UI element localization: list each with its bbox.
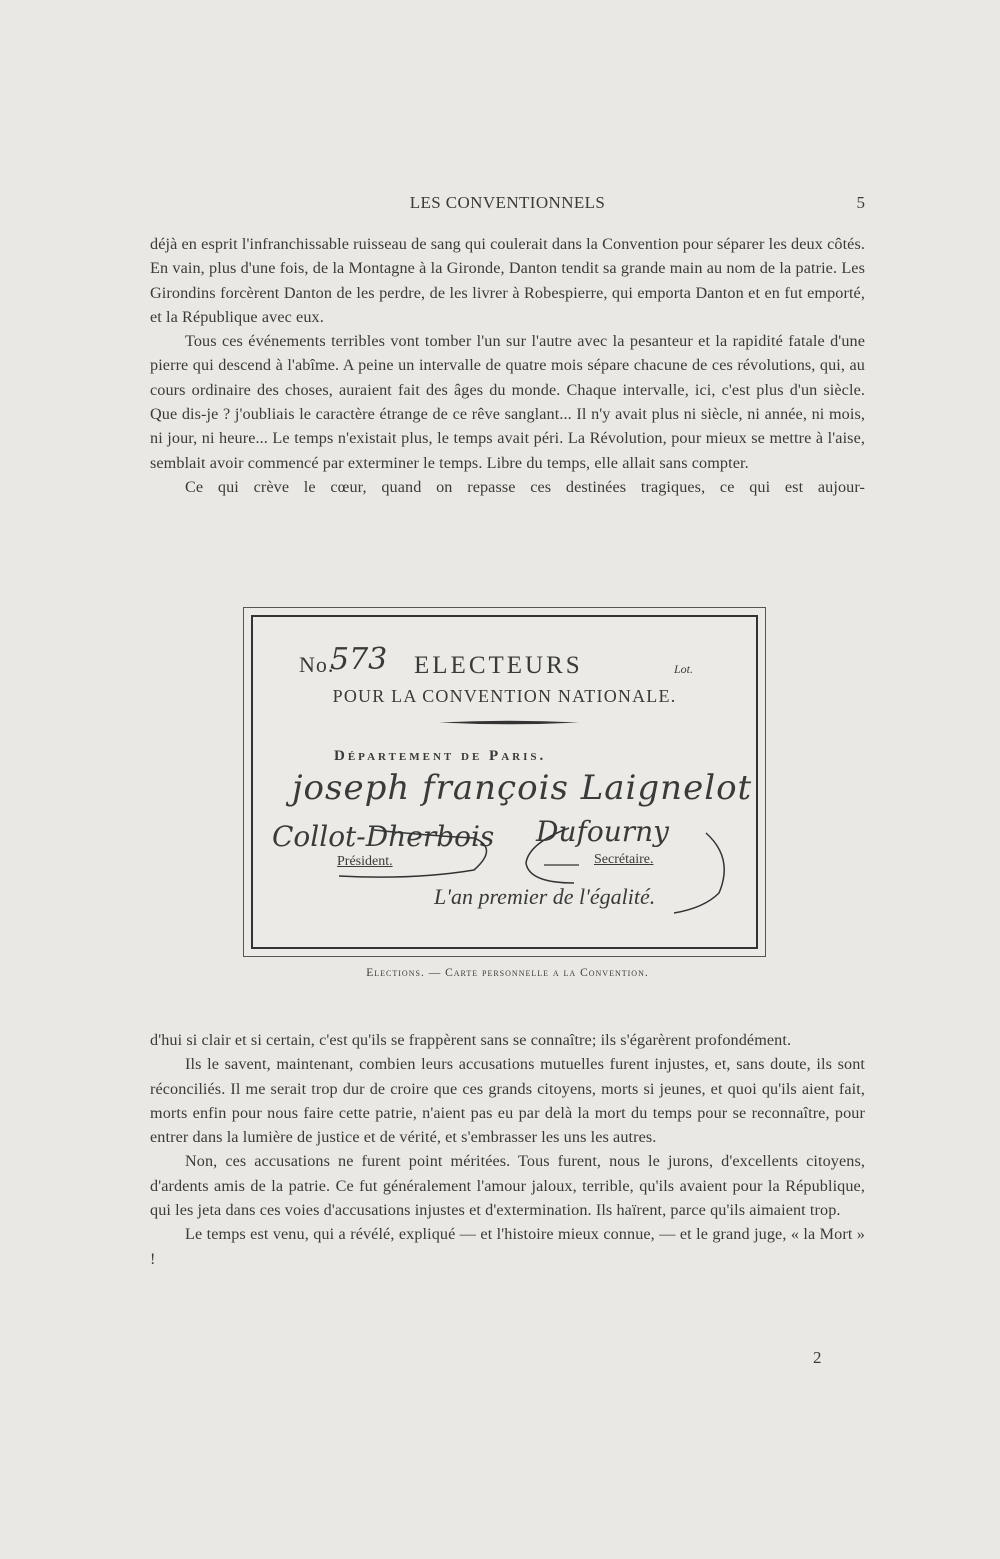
text-block-bottom [150,1028,865,1271]
paragraph: Le temps est venu, qui a révélé, expliqué — et l'histoire mieux connue, — et le grand juge, « la Mort » ! [150,1225,865,1268]
paragraph: Ils le savent, maintenant, combien leurs accusations mutuelles furent injustes, et, sans doute, ils sont réconciliés. Il me serait trop dur de croire que ces grands citoyens, morts si jeunes, et quoi qu'ils aient fait, morts enfin pour nous faire cette patrie, n'aient pas eu par delà la mort du temps pour se reconnaître, pour entrer dans la lumière de justice et de vérité, et s'embrasser les uns les autres. [150,1055,865,1147]
figure-caption: Elections. — Carte personnelle a la Convention. [366,967,649,979]
paragraph: d'hui si clair et si certain, c'est qu'ils se frappèrent sans se connaître; ils s'égarèrent profondément. [150,1031,792,1049]
paragraph: Non, ces accusations ne furent point méritées. Tous furent, nous le jurons, d'excellents citoyens, d'ardents amis de la patrie. Ce fut généralement l'amour jaloux, terrible, qu'ils avaient pour la République, qui les jeta dans ces voies d'accusations injustes et d'extermination. Ils haïrent, parce qu'ils aimaient trop. [150,1152,865,1220]
handwritten-secretary-signature: Dufourny [536,815,669,848]
card-secretaire-label: Secrétaire. [594,852,654,867]
card-number-handwritten: 573 [330,642,388,677]
card-electeurs: ELECTEURS [414,652,583,679]
text-block-top [150,232,865,499]
card-department: Département de Paris. [334,748,547,764]
paragraph: Tous ces événements terribles vont tomber l'un sur l'autre avec la pesanteur et la rapidité fatale d'une pierre qui descend à l'abîme. A peine un intervalle de quatre mois sépare chacune de ces révolutions, qui, au cours ordinaire des choses, auraient fait des âges du monde. Chaque intervalle, ici, c'est plus d'un siècle. Que dis-je ? j'oubliais le caractère étrange de ce rêve sanglant... Il n'y avait plus ni siècle, ni année, ni mois, ni jour, ni heure... Le temps n'existait plus, le temps avait péri. La Révolution, pour mieux se mettre à l'aise, semblait avoir commencé par exterminer le temps. Libre du temps, elle allait sans compter. [150,332,865,472]
card-number-label: No. [299,652,335,677]
running-head [150,193,865,217]
card-subtitle: POUR LA CONVENTION NATIONALE. [332,686,677,706]
paragraph: déjà en esprit l'infranchissable ruisseau de sang qui coulerait dans la Convention pour séparer les deux côtés. En vain, plus d'une fois, de la Montagne à la Gironde, Danton tendit sa grande main au nom de la patrie. Les Girondins forcèrent Danton de les perdre, de les livrer à Robespierre, qui emporta Danton et en fut emporté, et la République avec eux. [150,235,865,326]
card-date-line: L'an premier de l'égalité. [434,884,656,909]
page-number: 5 [856,193,865,212]
elector-card [243,607,766,957]
running-title: LES CONVENTIONNELS [409,193,606,212]
paragraph: Ce qui crève le cœur, quand on repasse ces destinées tragiques, ce qui est aujour- [185,477,865,496]
card-lot: Lot. [674,662,694,676]
printer-signature-mark: 2 [813,1348,822,1367]
card-president-label: Président. [337,854,393,869]
handwritten-elector-name: joseph françois Laignelot [292,768,753,808]
handwritten-president-signature: Collot-Dherbois [272,820,495,853]
